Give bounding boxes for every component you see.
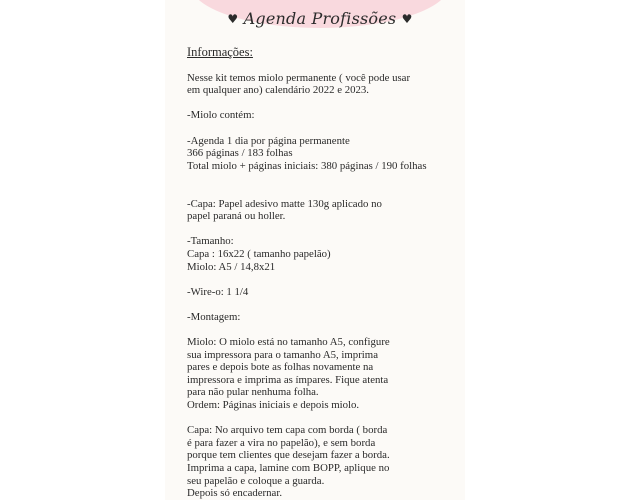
text-line: é para fazer a vira no papelão), e sem borda <box>187 436 376 449</box>
text-line: Depois só encadernar. <box>187 487 283 500</box>
text-line <box>187 172 457 185</box>
text-line <box>187 97 457 110</box>
text-line: -Capa: Papel adesivo matte 130g aplicado no <box>187 197 382 210</box>
text-line: pares e depois bote as folhas novamente na <box>187 361 374 374</box>
title-text: Agenda Profissões <box>243 9 397 28</box>
text-line: 366 páginas / 183 folhas <box>187 147 293 160</box>
text-line <box>187 122 457 135</box>
text-line: -Miolo contém: <box>187 109 255 122</box>
text-line: papel paraná ou holler. <box>187 210 286 223</box>
section-heading: Informações: <box>187 45 253 59</box>
heart-icon-left: ♥ <box>227 12 239 26</box>
text-line: Miolo: O miolo está no tamanho A5, configure <box>187 336 390 349</box>
text-line: porque tem clientes que desejam fazer a borda. <box>187 449 390 462</box>
text-line: Total miolo + páginas iniciais: 380 páginas / 190 folhas <box>187 159 427 172</box>
text-line: para não pular nenhuma folha. <box>187 386 319 399</box>
page-title <box>190 9 450 28</box>
heart-icon-right: ♥ <box>401 12 413 26</box>
text-line: -Tamanho: <box>187 235 234 248</box>
text-line: impressora e imprima as ímpares. Fique atenta <box>187 373 389 386</box>
text-line <box>187 412 457 425</box>
text-line: Capa : 16x22 ( tamanho papelão) <box>187 247 331 260</box>
text-line: -Wire-o: 1 1/4 <box>187 285 249 298</box>
text-line: sua impressora para o tamanho A5, imprima <box>187 348 378 361</box>
text-lines <box>187 72 457 500</box>
text-line <box>187 323 457 336</box>
text-line: Ordem: Páginas iniciais e depois miolo. <box>187 399 360 412</box>
text-line <box>187 298 457 311</box>
text-line <box>187 273 457 286</box>
text-line: em qualquer ano) calendário 2022 e 2023. <box>187 84 369 97</box>
text-line: seu papelão e coloque a guarda. <box>187 474 325 487</box>
text-line: -Agenda 1 dia por página permanente <box>187 134 350 147</box>
text-line <box>187 185 457 198</box>
document-body <box>187 46 457 500</box>
text-line: Nesse kit temos miolo permanente ( você pode usar <box>187 71 411 84</box>
text-line: Capa: No arquivo tem capa com borda ( borda <box>187 424 388 437</box>
text-line: Miolo: A5 / 14,8x21 <box>187 260 276 273</box>
text-line <box>187 223 457 236</box>
text-line: Imprima a capa, lamine com BOPP, aplique no <box>187 462 390 474</box>
text-line: -Montagem: <box>187 310 241 323</box>
